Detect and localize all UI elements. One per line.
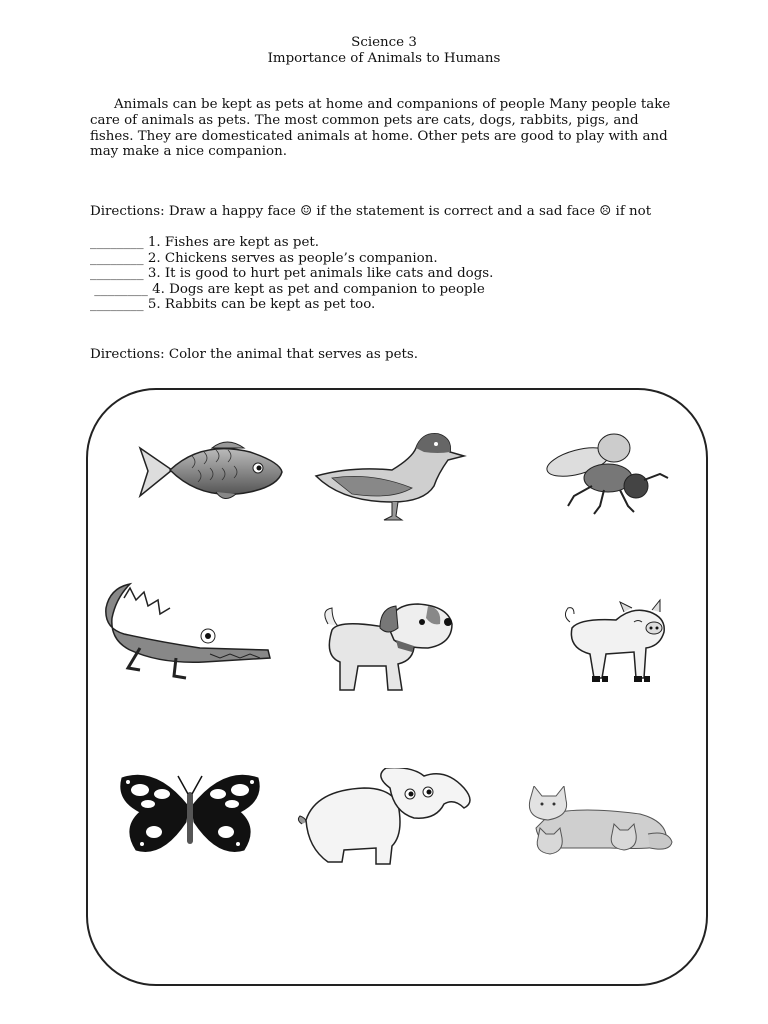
elephant-picture <box>294 768 478 868</box>
pig-picture <box>560 598 668 696</box>
directions-happy-sad: Directions: Draw a happy face ☺ if the statement is correct and a sad face ☹ if not <box>90 204 652 219</box>
statement-list <box>90 235 690 313</box>
fish-picture <box>132 436 284 506</box>
fly-picture <box>544 430 672 516</box>
statement-item-1: ________ 1. Fishes are kept as pet. <box>90 235 320 250</box>
cats-picture <box>520 786 674 864</box>
dog-picture <box>318 600 456 696</box>
butterfly-picture <box>116 770 264 860</box>
statement-item-4: ________ 4. Dogs are kept as pet and companion to people <box>90 281 485 297</box>
statement-item-2: ________ 2. Chickens serves as people’s companion. <box>90 250 438 266</box>
worksheet-subject: Science 3 <box>351 35 417 50</box>
statement-item-5: ________ 5. Rabbits can be kept as pet too. <box>90 297 376 312</box>
directions-color: Directions: Color the animal that serves as pets. <box>90 347 418 362</box>
crocodile-picture <box>100 578 274 682</box>
statement-item-3: ________ 3. It is good to hurt pet animals like cats and dogs. <box>90 266 494 281</box>
intro-paragraph: Animals can be kept as pets at home and companions of people Many people take care of animals as pets. The most common pets are cats, dogs, rabbits, pigs, and fishes. They are domesticated animals at home. Other pets are good to play with and may make a nice companion. <box>90 97 671 160</box>
worksheet-title: Importance of Animals to Humans <box>267 51 501 66</box>
duck-picture <box>312 428 468 524</box>
